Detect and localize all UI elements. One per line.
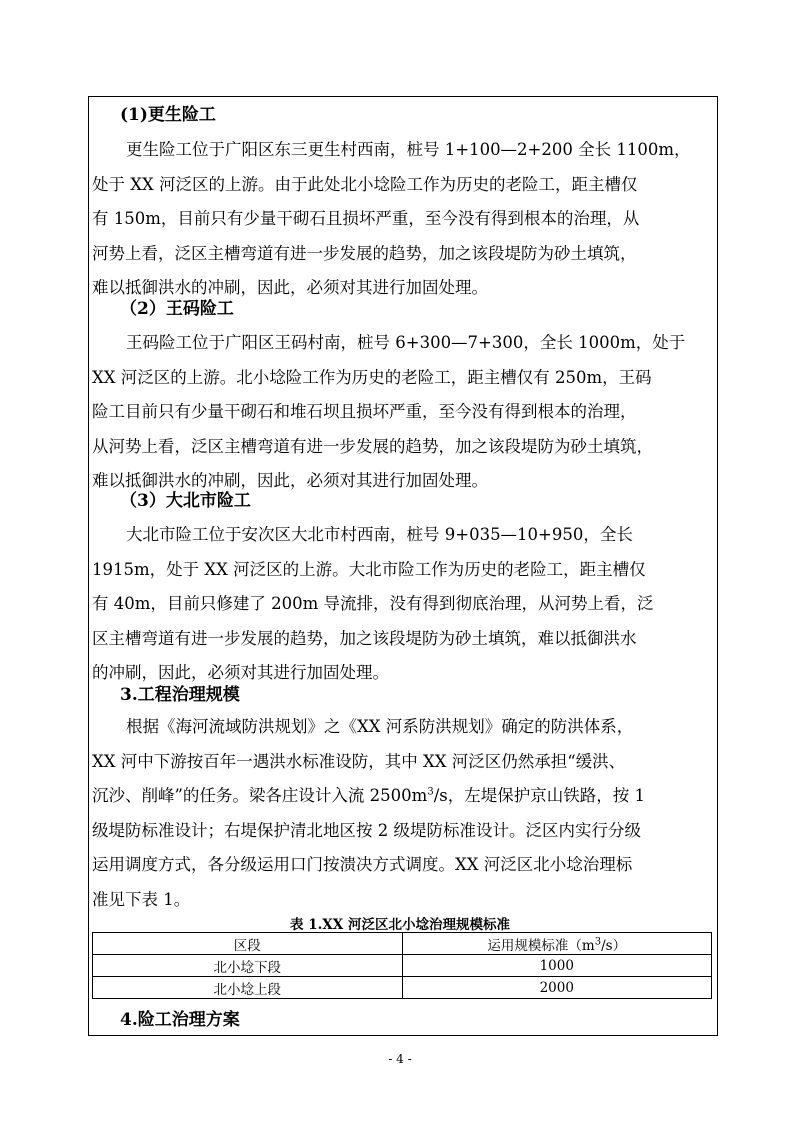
text-line: 运用调度方式，各分级运用口门按溃决方式调度。XX 河泛区北小埝治理标 <box>92 855 633 875</box>
paragraph-scale <box>92 710 714 918</box>
table-row <box>93 977 712 999</box>
section-heading-dabeishi: （3）大北市险工 <box>120 491 251 511</box>
superscript: 3 <box>427 786 434 798</box>
text-line: 处于 XX 河泛区的上游。由于此处北小埝险工作为历史的老险工，距主槽仅 <box>92 174 638 194</box>
header-standard <box>402 933 712 955</box>
text-fragment: /s） <box>601 937 627 954</box>
paragraph-wangma <box>92 326 714 499</box>
scale-standard-table <box>92 932 712 999</box>
paragraph-dabeishi <box>92 518 714 691</box>
text-line: 从河势上看，泛区主槽弯道有进一步发展的趋势，加之该段堤防为砂土填筑， <box>92 436 653 456</box>
paragraph-gengsheng <box>92 133 714 306</box>
text-line: 准见下表 1。 <box>92 889 191 909</box>
text-line: 区主槽弯道有进一步发展的趋势，加之该段堤防为砂土填筑，难以抵御洪水 <box>92 628 637 648</box>
cell-value: 2000 <box>402 977 712 999</box>
text-line: XX 河泛区的上游。北小埝险工作为历史的老险工，距主槽仅有 250m，王码 <box>92 367 652 387</box>
text-line: XX 河中下游按百年一遇洪水标准设防，其中 XX 河泛区仍然承担“缓洪、 <box>92 751 626 771</box>
superscript: 3 <box>594 936 602 947</box>
text-line: 有 150m，目前只有少量干砌石且损坏严重，至今没有得到根本的治理，从 <box>92 209 640 229</box>
section-heading-plan: 4.险工治理方案 <box>120 1010 240 1030</box>
cell-segment: 北小埝上段 <box>93 977 403 999</box>
text-line: 的冲刷，因此，必须对其进行加固处理。 <box>92 663 389 683</box>
page-number: - 4 - <box>388 1052 412 1066</box>
text-line: 更生险工位于广阳区东三更生村西南，桩号 1+100—2+200 全长 1100m， <box>126 140 691 159</box>
text-fragment: /s，左堤保护京山铁路，按 1 <box>433 786 645 806</box>
text-line: 大北市险工位于安次区大北市村西南，桩号 9+035—10+950，全长 <box>126 525 633 544</box>
text-line: 河势上看，泛区主槽弯道有进一步发展的趋势，加之该段堤防为砂土填筑， <box>92 243 637 263</box>
section-heading-gengsheng: (1)更生险工 <box>120 105 216 125</box>
text-line: 王码险工位于广阳区王码村南，桩号 6+300—7+300，全长 1000m，处于 <box>126 333 686 352</box>
table-header-row <box>93 933 712 955</box>
section-heading-scale: 3.工程治理规模 <box>120 685 240 705</box>
cell-value: 1000 <box>402 955 712 977</box>
text-fragment: 运用规模标准（m <box>487 937 595 954</box>
section-heading-wangma: （2）王码险工 <box>120 299 234 319</box>
text-fragment: 沉沙、削峰”的任务。梁各庄设计入流 2500m <box>92 786 428 806</box>
text-line: 1915m，处于 XX 河泛区的上游。大北市险工作为历史的老险工，距主槽仅 <box>92 559 646 579</box>
text-line: 难以抵御洪水的冲刷，因此，必须对其进行加固处理。 <box>92 278 488 298</box>
text-line <box>92 779 714 814</box>
cell-segment: 北小埝下段 <box>93 955 403 977</box>
text-line: 难以抵御洪水的冲刷，因此，必须对其进行加固处理。 <box>92 471 488 491</box>
text-line: 级堤防标准设计；右堤保护清北地区按 2 级堤防标准设计。泛区内实行分级 <box>92 820 641 840</box>
text-line: 有 40m，目前只修建了 200m 导流排，没有得到彻底治理，从河势上看，泛 <box>92 594 654 614</box>
table-caption: 表 1.XX 河泛区北小埝治理规模标准 <box>290 917 510 933</box>
text-line: 险工目前只有少量干砌石和堆石坝且损坏严重，至今没有得到根本的治理， <box>92 402 637 422</box>
header-segment: 区段 <box>93 933 403 955</box>
text-line: 根据《海河流域防洪规划》之《XX 河系防洪规划》确定的防洪体系， <box>126 717 634 736</box>
table-row <box>93 955 712 977</box>
